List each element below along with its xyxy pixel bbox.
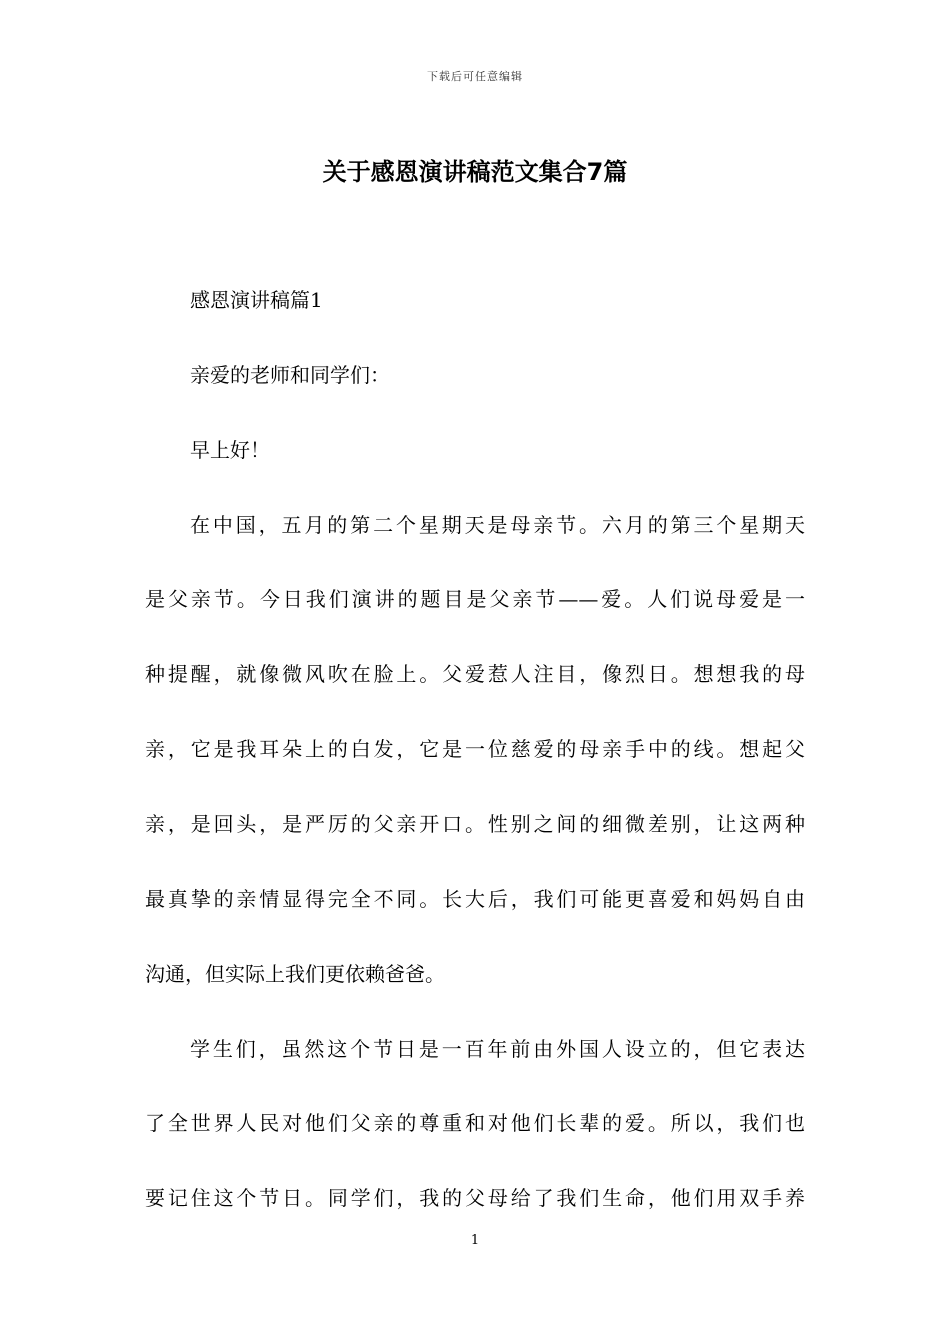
document-title: 关于感恩演讲稿范文集合7篇 xyxy=(322,158,628,186)
salutation: 亲爱的老师和同学们： xyxy=(190,363,390,387)
paragraph-line: 在中国，五月的第二个星期天是母亲节。六月的第三个星期天 xyxy=(190,513,805,537)
paragraph-line: 是父亲节。今日我们演讲的题目是父亲节——爱。人们说母爱是一 xyxy=(145,587,805,611)
paragraph-line: 要记住这个节日。同学们，我的父母给了我们生命，他们用双手养 xyxy=(145,1186,805,1210)
paragraph-line: 亲，是回头，是严厉的父亲开口。性别之间的细微差别，让这两种 xyxy=(145,812,805,836)
paragraph-line: 了全世界人民对他们父亲的尊重和对他们长辈的爱。所以，我们也 xyxy=(145,1111,805,1135)
section-heading: 感恩演讲稿篇1 xyxy=(190,288,323,312)
paragraph-line: 最真挚的亲情显得完全不同。长大后，我们可能更喜爱和妈妈自由 xyxy=(145,887,805,911)
header-note: 下载后可任意编辑 xyxy=(427,70,523,83)
paragraph-line: 学生们，虽然这个节日是一百年前由外国人设立的，但它表达 xyxy=(190,1037,805,1061)
paragraph-line: 亲，它是我耳朵上的白发，它是一位慈爱的母亲手中的线。想起父 xyxy=(145,737,805,761)
page-number: 1 xyxy=(470,1233,480,1248)
paragraph-line: 种提醒，就像微风吹在脸上。父爱惹人注目，像烈日。想想我的母 xyxy=(145,662,805,686)
paragraph-line: 沟通，但实际上我们更依赖爸爸。 xyxy=(145,962,445,986)
greeting: 早上好！ xyxy=(190,438,270,462)
